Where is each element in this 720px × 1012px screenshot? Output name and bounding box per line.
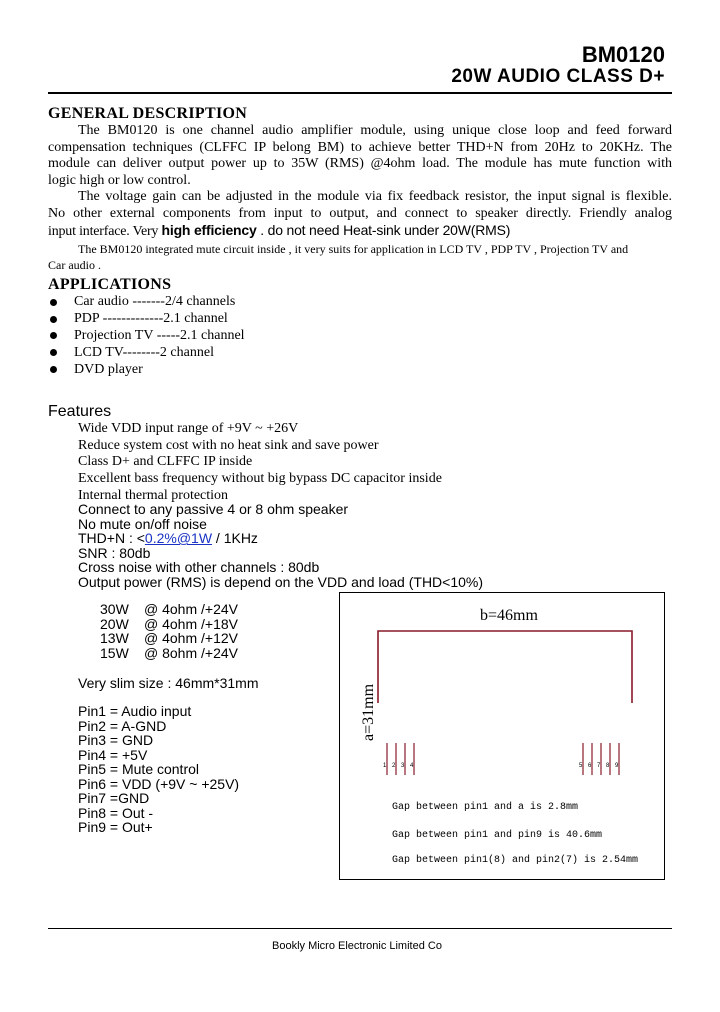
list-item: Pin4 = +5V bbox=[78, 746, 148, 763]
general-description-text bbox=[48, 123, 672, 273]
general-line-4: logic high or low control. bbox=[48, 172, 191, 188]
feature-item: Output power (RMS) is depend on the VDD and load (THD<10%) bbox=[78, 573, 484, 590]
bullet-icon bbox=[50, 332, 57, 339]
bullet-icon bbox=[50, 366, 57, 373]
pin-number: 6 bbox=[588, 763, 592, 769]
feature-item: Cross noise with other channels : 80db bbox=[78, 559, 320, 576]
pin-list bbox=[78, 704, 239, 835]
list-item bbox=[48, 344, 245, 361]
list-item: Pin8 = Out - bbox=[78, 804, 154, 821]
bullet-icon bbox=[50, 316, 57, 323]
diagram-note: Gap between pin1 and pin9 is 40.6mm bbox=[392, 830, 603, 841]
power-table bbox=[100, 602, 238, 660]
thd-suffix: / 1KHz bbox=[212, 530, 258, 547]
general-line-3: module can deliver output power up to 35W (RMS) @4ohm load. The module has mute function with bbox=[48, 156, 672, 171]
general-line-1: The BM0120 is one channel audio amplifier module, using unique close loop and feed forward bbox=[78, 123, 672, 138]
features-list-serif bbox=[78, 421, 442, 505]
general-line-2: compensation techniques (CLFFC IP belong BM) to achieve better THD+N from 20Hz to 20KHz. The bbox=[48, 139, 672, 155]
width-dimension-label: b=46mm bbox=[480, 607, 538, 624]
application-label: LCD TV--------2 channel bbox=[74, 344, 214, 360]
list-item: Pin2 = A-GND bbox=[78, 717, 167, 734]
power-condition: @ 4ohm /+24V bbox=[144, 601, 238, 617]
feature-item: Class D+ and CLFFC IP inside bbox=[78, 454, 253, 470]
list-item: Pin3 = GND bbox=[78, 732, 154, 748]
feature-item: Connect to any passive 4 or 8 ohm speaker bbox=[78, 501, 349, 517]
module-outline bbox=[340, 593, 664, 879]
size-spec: Very slim size : 46mm*31mm bbox=[78, 675, 259, 691]
module-body bbox=[378, 631, 632, 703]
application-label: Projection TV -----2.1 channel bbox=[74, 327, 245, 343]
general-line-8: The BM0120 integrated mute circuit inside , it very suits for application in LCD TV , PDP TV , Projection TV and bbox=[78, 241, 629, 256]
application-label: Car audio -------2/4 channels bbox=[74, 294, 236, 310]
bullet-icon bbox=[50, 349, 57, 356]
thd-link[interactable]: 0.2%@1W bbox=[144, 530, 213, 547]
table-row bbox=[100, 646, 238, 661]
high-efficiency-emphasis: high efficiency bbox=[161, 222, 257, 238]
header-divider bbox=[48, 92, 672, 94]
thd-prefix: THD+N : < bbox=[78, 530, 145, 547]
features-heading: Features bbox=[48, 403, 112, 420]
table-row bbox=[100, 602, 238, 617]
power-condition: @ 4ohm /+18V bbox=[144, 615, 238, 632]
list-item bbox=[48, 328, 245, 345]
list-item bbox=[48, 294, 245, 311]
application-label: PDP -------------2.1 channel bbox=[74, 311, 228, 327]
list-item: Pin9 = Out+ bbox=[78, 819, 153, 835]
features-list-sans bbox=[78, 502, 483, 590]
feature-item: Excellent bass frequency without big bypass DC capacitor inside bbox=[78, 471, 442, 487]
power-condition: @ 8ohm /+24V bbox=[144, 644, 238, 661]
general-line-9: Car audio . bbox=[48, 257, 101, 272]
pin-number: 9 bbox=[615, 763, 619, 769]
list-item: Pin1 = Audio input bbox=[78, 703, 192, 719]
applications-heading: APPLICATIONS bbox=[48, 276, 172, 293]
feature-item: Reduce system cost with no heat sink and save power bbox=[78, 437, 379, 453]
application-label: DVD player bbox=[74, 361, 143, 377]
list-item: Pin7 =GND bbox=[78, 790, 150, 806]
footer-company: Bookly Micro Electronic Limited Co bbox=[272, 940, 442, 952]
pin-number: 2 bbox=[392, 763, 396, 769]
table-row bbox=[100, 617, 238, 632]
pin-number: 1 bbox=[383, 763, 387, 769]
footer-divider bbox=[48, 928, 672, 929]
power-watts: 13W bbox=[100, 630, 129, 646]
pin-number: 3 bbox=[401, 763, 405, 769]
feature-item: Wide VDD input range of +9V ~ +26V bbox=[78, 421, 299, 436]
power-watts: 30W bbox=[100, 601, 129, 617]
general-description-heading: GENERAL DESCRIPTION bbox=[48, 105, 248, 122]
table-row bbox=[100, 631, 238, 646]
pin-number: 7 bbox=[597, 763, 601, 769]
height-dimension-label: a=31mm bbox=[360, 683, 377, 741]
feature-item: Internal thermal protection bbox=[78, 487, 229, 503]
feature-item: No mute on/off noise bbox=[78, 515, 207, 532]
power-watts: 15W bbox=[100, 644, 129, 661]
feature-item: SNR : 80db bbox=[78, 544, 151, 561]
pin-number: 4 bbox=[410, 763, 414, 769]
feature-item-thd bbox=[78, 531, 483, 546]
list-item bbox=[48, 311, 245, 328]
pin-number: 8 bbox=[606, 763, 610, 769]
diagram-note: Gap between pin1 and a is 2.8mm bbox=[392, 802, 579, 813]
power-condition: @ 4ohm /+12V bbox=[144, 630, 238, 646]
applications-list bbox=[48, 294, 245, 378]
bullet-icon bbox=[50, 299, 57, 306]
diagram-note: Gap between pin1(8) and pin2(7) is 2.54mm bbox=[392, 855, 639, 866]
list-item: Pin5 = Mute control bbox=[78, 761, 200, 777]
general-line-7 bbox=[48, 222, 672, 241]
general-line-7-prefix: input interface. Very bbox=[48, 224, 162, 239]
general-line-6: No other external components from input to output, and connect to speaker directly. Friendly analog bbox=[48, 205, 672, 221]
list-item bbox=[48, 361, 245, 378]
power-watts: 20W bbox=[100, 615, 129, 632]
list-item: Pin6 = VDD (+9V ~ +25V) bbox=[78, 775, 240, 792]
document-subtitle: 20W AUDIO CLASS D+ bbox=[451, 66, 665, 87]
general-line-7-suffix: . do not need Heat-sink under 20W(RMS) bbox=[256, 222, 511, 238]
pin-number: 5 bbox=[579, 763, 583, 769]
dimension-diagram bbox=[339, 592, 665, 880]
document-title: BM0120 bbox=[581, 42, 665, 67]
general-line-5: The voltage gain can be adjusted in the module via fix feedback resistor, the input signal is flexible. bbox=[78, 189, 672, 204]
